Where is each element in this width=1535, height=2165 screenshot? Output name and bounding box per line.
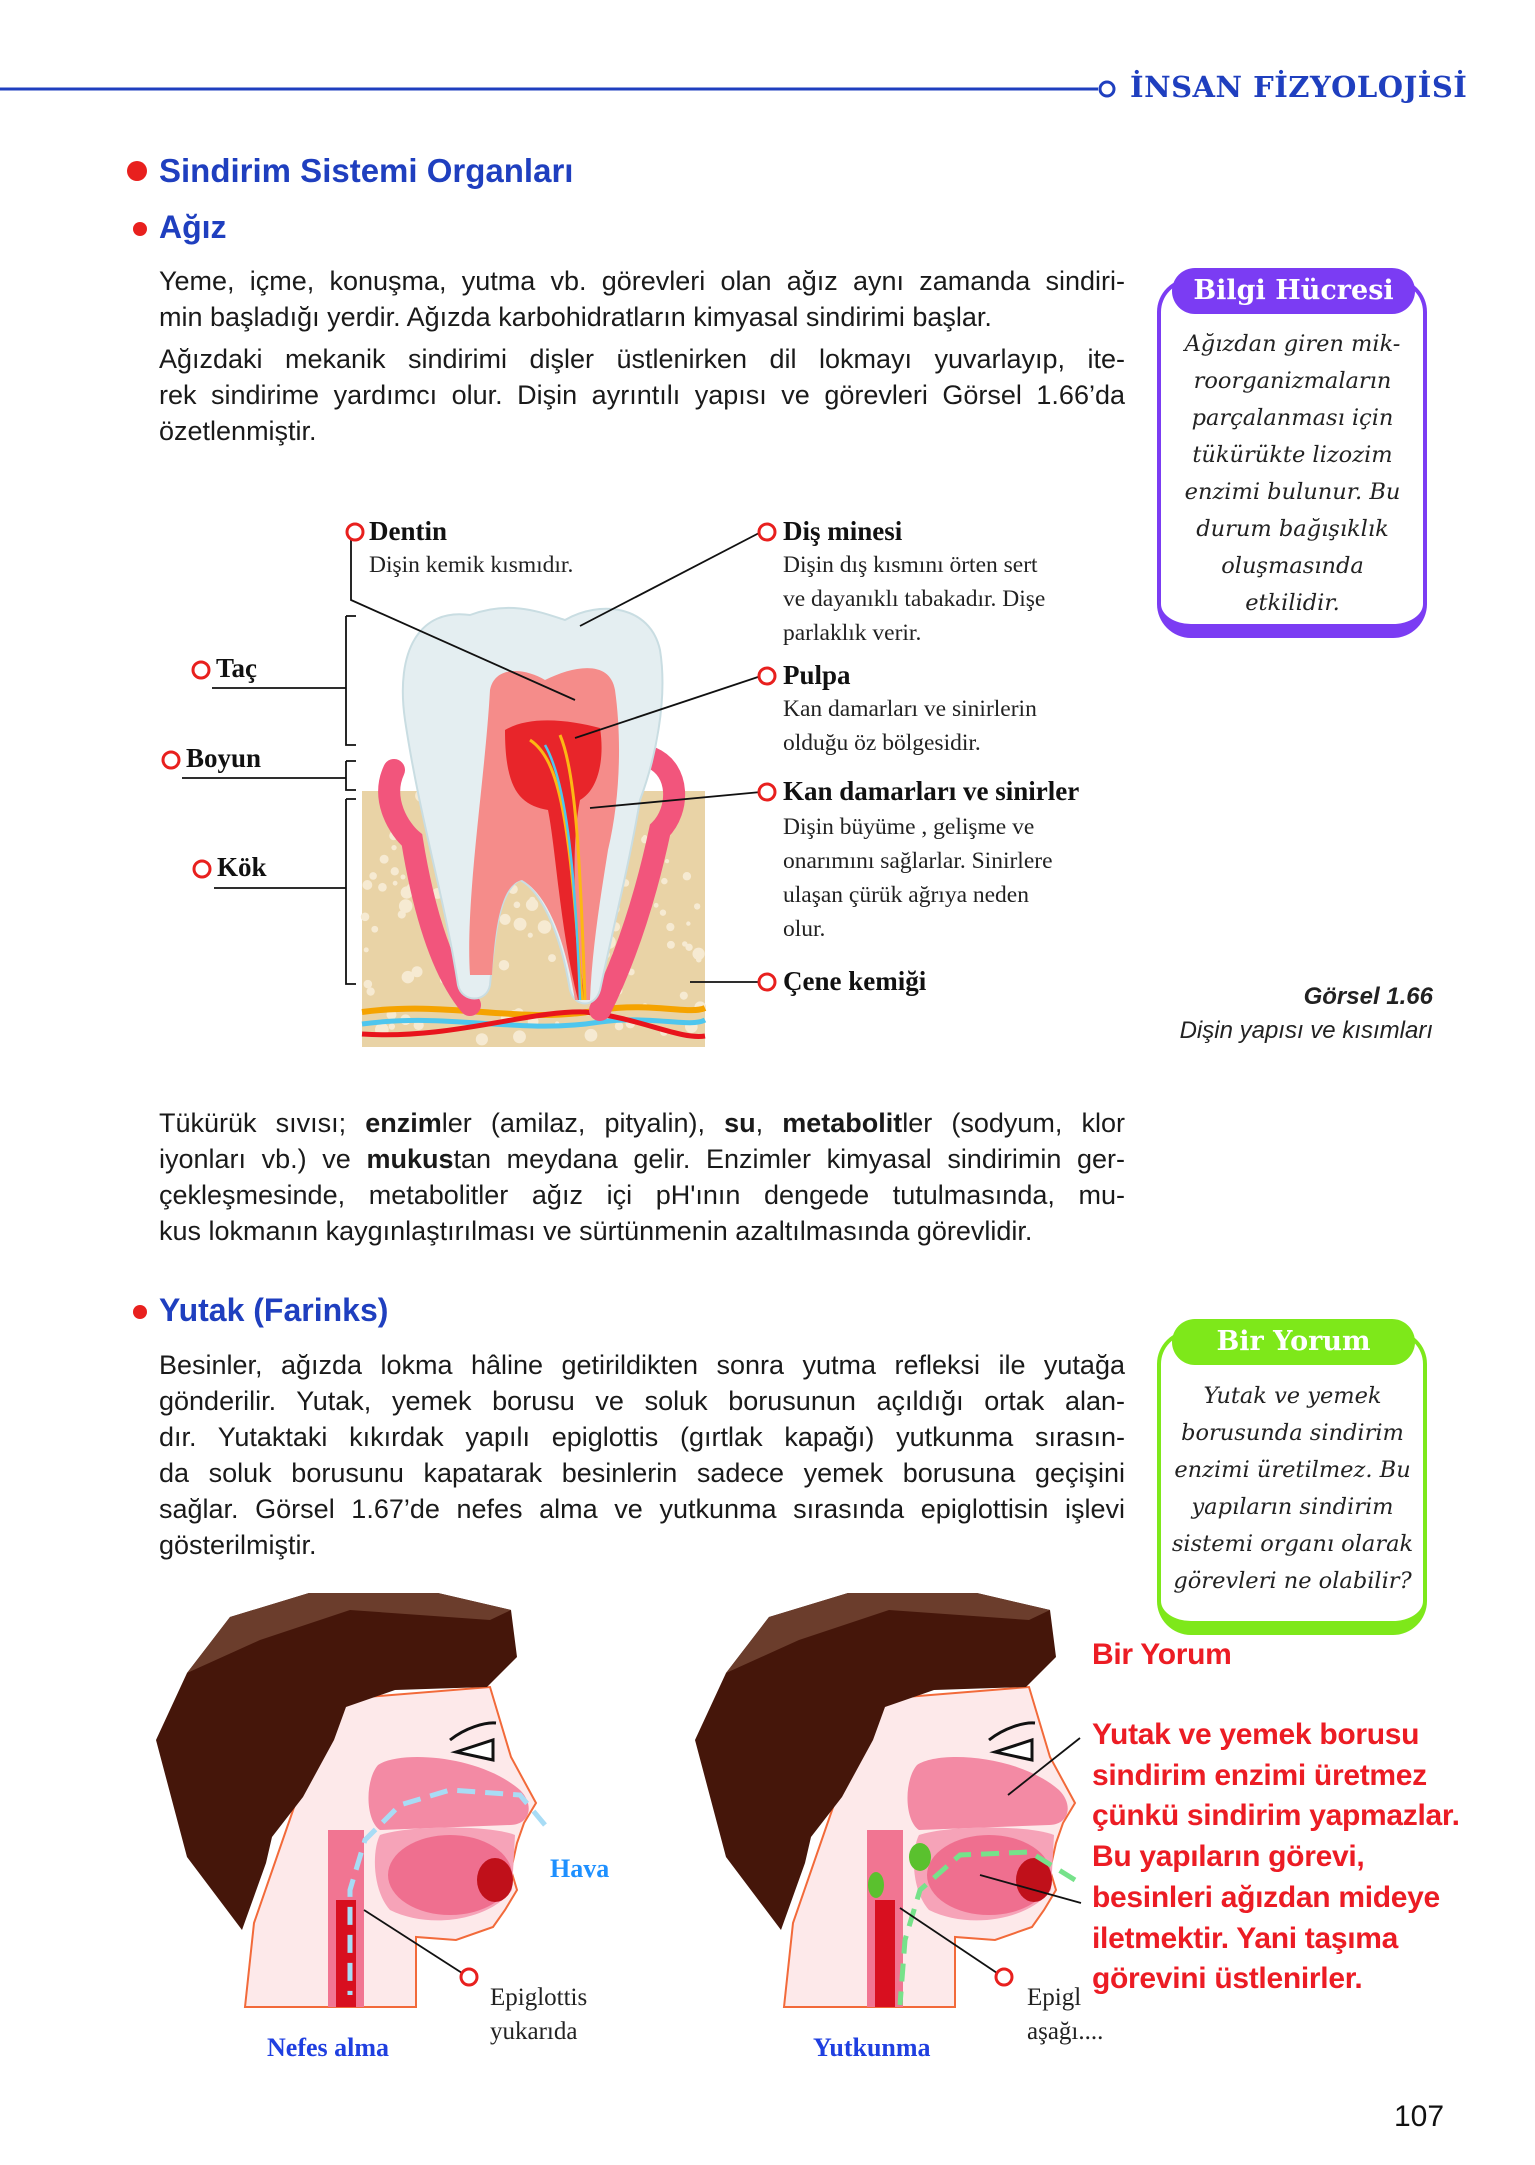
text-line: enzimi üretilmez. Bu bbox=[1174, 1457, 1411, 1483]
bone-dot bbox=[694, 903, 700, 909]
bold-term: su bbox=[724, 1108, 756, 1138]
marker-icon bbox=[193, 662, 209, 678]
text-line: özetlenmiştir. bbox=[159, 416, 317, 446]
text-line: durum bağışıklık bbox=[1196, 516, 1389, 542]
bone-dot bbox=[666, 923, 674, 931]
bone-dot bbox=[585, 1029, 598, 1042]
bold-term: mukus bbox=[366, 1144, 454, 1174]
page-number: 107 bbox=[1394, 2100, 1445, 2133]
bone-dot bbox=[364, 980, 373, 989]
text-segment: Tükürük sıvısı; bbox=[159, 1108, 366, 1138]
food-bolus bbox=[868, 1872, 884, 1898]
info-box-title: Bilgi Hücresi bbox=[1172, 268, 1415, 314]
text-line: Yeme, içme, konuşma, yutma vb. görevleri olan ağız aynı zamanda sindiri- bbox=[159, 266, 1125, 296]
crown-label: Taç bbox=[216, 653, 258, 683]
bone-dot bbox=[680, 992, 688, 1000]
text-segment: tan meydana gelir. Enzimler kimyasal sindirimin ger- bbox=[453, 1144, 1125, 1174]
text-line: Dişin dış kısmını örten sert bbox=[783, 552, 1038, 578]
answer-title: Bir Yorum bbox=[1092, 1638, 1232, 1671]
text-line: tükürükte lizozim bbox=[1192, 442, 1393, 468]
epiglottis-down-label bbox=[1027, 1981, 1103, 2049]
text-line: rek sindirime yardımcı olur. Dişin ayrıntılı yapısı ve görevleri Görsel 1.66’da bbox=[159, 380, 1125, 410]
bone-dot bbox=[366, 987, 374, 995]
marker-icon bbox=[347, 524, 363, 540]
text-line: Besinler, ağızda lokma hâline getirildikten sonra yutma refleksi ile yutağa bbox=[159, 1350, 1125, 1380]
food-bolus bbox=[909, 1843, 931, 1871]
marker-icon bbox=[759, 524, 775, 540]
text-line: sindirim enzimi üretmez bbox=[1092, 1758, 1427, 1792]
bone-dot bbox=[371, 926, 378, 933]
text-line: etkilidir. bbox=[1245, 590, 1340, 616]
tooth-illustration bbox=[361, 608, 706, 1047]
jaw-label: Çene kemiği bbox=[783, 966, 927, 996]
marker-icon bbox=[759, 974, 775, 990]
bold-term: enzim bbox=[365, 1108, 442, 1138]
bone-dot bbox=[402, 971, 415, 984]
bullet-icon bbox=[133, 222, 147, 236]
bone-dot bbox=[393, 881, 398, 886]
section-title: İNSAN FİZYOLOJİSİ bbox=[1130, 70, 1468, 104]
text-line: parlaklık verir. bbox=[783, 620, 922, 646]
text-line: sistemi organı olarak bbox=[1171, 1531, 1414, 1557]
text-line: gösterilmiştir. bbox=[159, 1530, 317, 1560]
figure-number: Görsel 1.66 bbox=[1303, 983, 1433, 1010]
text-line bbox=[159, 1141, 1125, 1177]
text-line: Kan damarları ve sinirlerin bbox=[783, 696, 1037, 722]
dentin-label: Dentin bbox=[369, 516, 448, 546]
text-line: enzimi bulunur. Bu bbox=[1184, 479, 1401, 505]
bone-dot bbox=[696, 957, 702, 963]
bone-dot bbox=[362, 880, 372, 890]
bone-dot bbox=[654, 903, 659, 908]
comment-box-text bbox=[1160, 1378, 1425, 1600]
comment-box-title: Bir Yorum bbox=[1172, 1319, 1415, 1365]
pulp-label: Pulpa bbox=[783, 660, 851, 690]
text-line: Dişin kemik kısmıdır. bbox=[369, 552, 574, 578]
neck-label: Boyun bbox=[186, 743, 262, 773]
bone-dot bbox=[665, 859, 669, 863]
text-line: oluşmasında bbox=[1221, 553, 1364, 579]
text-line: Dişin büyüme , gelişme ve bbox=[783, 814, 1035, 840]
marker-icon bbox=[759, 784, 775, 800]
info-box-text bbox=[1160, 326, 1425, 622]
bone-dot bbox=[514, 918, 527, 931]
bone-dot bbox=[682, 941, 687, 946]
marker-icon bbox=[163, 752, 179, 768]
text-line: Yutak ve yemek bbox=[1203, 1383, 1382, 1409]
text-line: Ağızdaki mekanik sindirimi dişler üstlenirken dil lokmayı yuvarlayıp, ite- bbox=[159, 344, 1125, 374]
pharynx-paragraph bbox=[159, 1347, 1125, 1563]
text-line: görevleri ne olabilir? bbox=[1173, 1568, 1412, 1594]
bone-dot bbox=[499, 960, 509, 970]
bone-dot bbox=[400, 875, 405, 880]
text-segment: iyonları vb.) ve bbox=[159, 1144, 367, 1174]
bone-dot bbox=[513, 1030, 526, 1043]
bone-dot bbox=[378, 883, 387, 892]
text-line: Ağızdan giren mik- bbox=[1184, 331, 1401, 357]
text-line: Bu yapıların görevi, bbox=[1092, 1840, 1365, 1874]
text-line: onarımını sağlarlar. Sinirlere bbox=[783, 848, 1053, 874]
text-segment: ler (amilaz, pityalin), bbox=[441, 1108, 725, 1138]
main-heading: Sindirim Sistemi Organları bbox=[159, 152, 574, 189]
answer-text bbox=[1092, 1715, 1460, 2000]
bone-dot bbox=[548, 954, 556, 962]
bone-dot bbox=[667, 941, 675, 949]
text-line: min başladığı yerdir. Ağızda karbohidratların kimyasal sindirimi başlar. bbox=[159, 302, 992, 332]
text-line: besinleri ağızdan mideye bbox=[1092, 1880, 1440, 1914]
text-line: ulaşan çürük ağrıya neden bbox=[783, 882, 1029, 908]
swallowing-head-illustration bbox=[695, 1593, 1075, 2007]
bullet-icon bbox=[133, 1305, 147, 1319]
header-rule-end-icon bbox=[1100, 82, 1114, 96]
text-line: Epigl bbox=[1027, 1984, 1082, 2011]
text-line bbox=[159, 1105, 1125, 1141]
mouth-paragraph-1 bbox=[159, 263, 1125, 335]
text-segment: ler (sodyum, klor bbox=[902, 1108, 1126, 1138]
bone-dot bbox=[476, 1033, 488, 1045]
text-line: da soluk borusunu kapatarak besinlerin sadece yemek borusuna geçişini bbox=[159, 1458, 1125, 1488]
bone-dot bbox=[361, 913, 370, 922]
text-line: aşağı.... bbox=[1027, 2018, 1104, 2045]
bone-dot bbox=[369, 872, 377, 880]
pharynx-heading: Yutak (Farinks) bbox=[159, 1292, 389, 1328]
text-line: çünkü sindirim yapmazlar. bbox=[1092, 1799, 1460, 1833]
text-line: Epiglottis bbox=[490, 1984, 588, 2011]
text-line bbox=[159, 1177, 1125, 1213]
text-line: gönderilir. Yutak, yemek borusu ve soluk borusunun açıldığı ortak alan- bbox=[159, 1386, 1125, 1416]
bone-dot bbox=[686, 921, 690, 925]
text-line: yapıların sindirim bbox=[1191, 1494, 1394, 1520]
text-segment: çekleşmesinde, metabolitler ağız içi pH'ının dengede tutulmasında, mu- bbox=[159, 1180, 1125, 1210]
saliva-paragraph bbox=[159, 1105, 1125, 1249]
enamel-desc bbox=[783, 548, 1045, 650]
pulp-desc bbox=[783, 692, 1037, 760]
mouth-paragraph-2 bbox=[159, 341, 1125, 449]
text-line: iletmektir. Yani taşıma bbox=[1092, 1921, 1399, 1955]
bone-dot bbox=[391, 845, 396, 850]
text-line: borusunda sindirim bbox=[1181, 1420, 1404, 1446]
swallowing-caption: Yutkunma bbox=[813, 2033, 931, 2062]
text-segment: , bbox=[755, 1108, 783, 1138]
text-line: olduğu öz bölgesidir. bbox=[783, 730, 981, 756]
marker-icon bbox=[996, 1969, 1012, 1985]
vessels-desc bbox=[783, 810, 1053, 946]
breathing-caption: Nefes alma bbox=[267, 2033, 390, 2062]
bone-dot bbox=[398, 910, 406, 918]
bone-dot bbox=[380, 855, 389, 864]
bold-term: metabolit bbox=[782, 1108, 903, 1138]
text-line: Yutak ve yemek borusu bbox=[1092, 1718, 1420, 1751]
air-label: Hava bbox=[550, 1854, 610, 1883]
bone-dot bbox=[528, 901, 537, 910]
bone-dot bbox=[389, 1023, 395, 1029]
text-line: ve dayanıklı tabakadır. Dişe bbox=[783, 586, 1046, 612]
text-segment: kus lokmanın kaygınlaştırılması ve sürtünmenin azaltılmasında görevlidir. bbox=[159, 1216, 1033, 1246]
bone-dot bbox=[391, 867, 399, 875]
vessels-label: Kan damarları ve sinirler bbox=[783, 776, 1080, 806]
text-line: yukarıda bbox=[490, 2018, 578, 2045]
bone-dot bbox=[528, 933, 533, 938]
bone-dot bbox=[364, 947, 369, 952]
breathing-head-illustration bbox=[156, 1593, 536, 2007]
text-line: parçalanması için bbox=[1191, 405, 1394, 431]
text-line: dır. Yutaktaki kıkırdak yapılı epiglottis (gırtlak kapağı) yutkunma sırasın- bbox=[159, 1422, 1125, 1452]
root-label: Kök bbox=[217, 852, 267, 882]
bone-dot bbox=[661, 878, 667, 884]
bone-dot bbox=[514, 902, 521, 909]
enamel-label: Diş minesi bbox=[783, 516, 903, 546]
epiglottis-up-label bbox=[490, 1981, 587, 2049]
dentin-desc bbox=[369, 548, 573, 582]
bone-dot bbox=[683, 872, 691, 880]
figure-caption: Dişin yapısı ve kısımları bbox=[1179, 1017, 1433, 1044]
bone-dot bbox=[500, 914, 511, 925]
marker-icon bbox=[461, 1969, 477, 1985]
bullet-icon bbox=[127, 161, 147, 181]
marker-icon bbox=[759, 668, 775, 684]
text-line: olur. bbox=[783, 916, 826, 942]
text-line: roorganizmaların bbox=[1193, 368, 1392, 394]
text-line: görevini üstlenirler. bbox=[1092, 1962, 1363, 1996]
marker-icon bbox=[194, 861, 210, 877]
text-line: sağlar. Görsel 1.67’de nefes alma ve yutkunma sırasında epiglottisin işlevi bbox=[159, 1494, 1125, 1524]
mouth-heading: Ağız bbox=[159, 209, 227, 245]
bone-dot bbox=[615, 1022, 623, 1030]
bone-dot bbox=[538, 920, 551, 933]
bone-dot bbox=[660, 909, 666, 915]
text-line bbox=[159, 1213, 1125, 1249]
